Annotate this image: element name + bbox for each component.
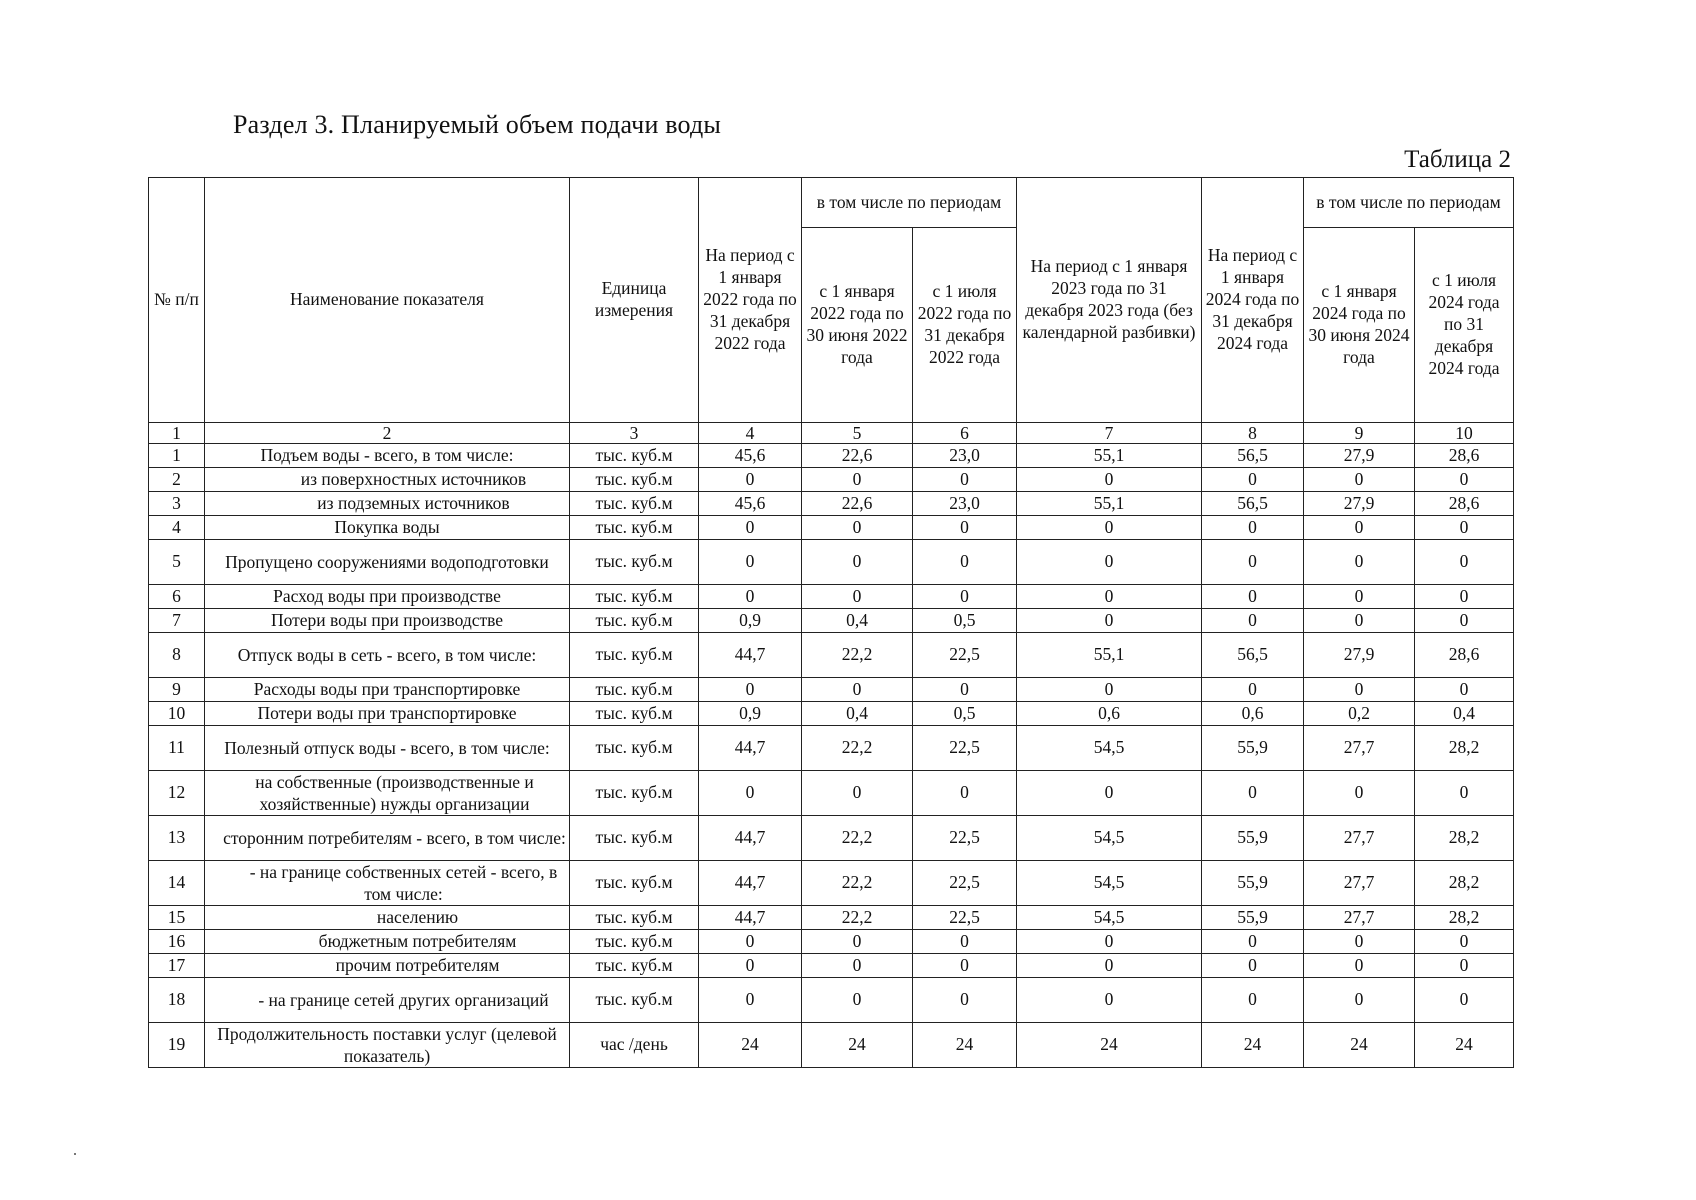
row-number: 5 xyxy=(149,540,205,585)
value-cell: 27,7 xyxy=(1304,861,1415,906)
indicator-name: прочим потребителям xyxy=(205,954,570,978)
value-cell: 0 xyxy=(699,978,802,1023)
value-cell: 22,2 xyxy=(802,861,913,906)
value-cell: 22,5 xyxy=(913,906,1017,930)
unit-cell: тыс. куб.м xyxy=(570,609,699,633)
value-cell: 0 xyxy=(699,585,802,609)
value-cell: 54,5 xyxy=(1017,906,1202,930)
value-cell: 0,4 xyxy=(802,702,913,726)
value-cell: 56,5 xyxy=(1202,444,1304,468)
table-row xyxy=(149,540,1514,585)
row-number: 14 xyxy=(149,861,205,906)
value-cell: 27,9 xyxy=(1304,633,1415,678)
value-cell: 22,6 xyxy=(802,492,913,516)
table-row xyxy=(149,492,1514,516)
value-cell: 0 xyxy=(1304,516,1415,540)
indicator-name: Полезный отпуск воды - всего, в том числе: xyxy=(205,726,570,771)
value-cell: 27,7 xyxy=(1304,816,1415,861)
indicator-name: Потери воды при производстве xyxy=(205,609,570,633)
row-number: 18 xyxy=(149,978,205,1023)
value-cell: 0 xyxy=(1202,585,1304,609)
value-cell: 27,9 xyxy=(1304,492,1415,516)
value-cell: 0 xyxy=(699,930,802,954)
unit-cell: час /день xyxy=(570,1023,699,1068)
indicator-name: Пропущено сооружениями водоподготовки xyxy=(205,540,570,585)
unit-cell: тыс. куб.м xyxy=(570,468,699,492)
value-cell: 22,2 xyxy=(802,726,913,771)
value-cell: 0 xyxy=(802,978,913,1023)
value-cell: 0 xyxy=(699,678,802,702)
column-number: 5 xyxy=(802,423,913,444)
value-cell: 0 xyxy=(1202,978,1304,1023)
value-cell: 28,6 xyxy=(1415,492,1514,516)
row-number: 19 xyxy=(149,1023,205,1068)
unit-cell: тыс. куб.м xyxy=(570,444,699,468)
unit-cell: тыс. куб.м xyxy=(570,540,699,585)
indicator-name: сторонним потребителям - всего, в том числе: xyxy=(205,816,570,861)
value-cell: 22,2 xyxy=(802,816,913,861)
value-cell: 0 xyxy=(802,585,913,609)
value-cell: 28,2 xyxy=(1415,726,1514,771)
water-supply-table xyxy=(148,177,1514,1068)
value-cell: 0 xyxy=(1304,930,1415,954)
value-cell: 22,5 xyxy=(913,816,1017,861)
value-cell: 0 xyxy=(1202,468,1304,492)
value-cell: 0 xyxy=(699,468,802,492)
value-cell: 54,5 xyxy=(1017,861,1202,906)
value-cell: 0 xyxy=(1415,585,1514,609)
value-cell: 22,5 xyxy=(913,861,1017,906)
indicator-name: - на границе сетей других организаций xyxy=(205,978,570,1023)
value-cell: 0 xyxy=(1415,978,1514,1023)
value-cell: 55,9 xyxy=(1202,906,1304,930)
unit-cell: тыс. куб.м xyxy=(570,678,699,702)
value-cell: 0,6 xyxy=(1202,702,1304,726)
header-period-2022: На период с 1 января 2022 года по 31 декабря 2022 года xyxy=(699,178,802,423)
table-row xyxy=(149,444,1514,468)
value-cell: 0,9 xyxy=(699,609,802,633)
value-cell: 0 xyxy=(1304,609,1415,633)
value-cell: 27,9 xyxy=(1304,444,1415,468)
value-cell: 28,6 xyxy=(1415,444,1514,468)
header-h1-2022: с 1 января 2022 года по 30 июня 2022 года xyxy=(802,228,913,423)
value-cell: 0 xyxy=(1017,771,1202,816)
value-cell: 27,7 xyxy=(1304,726,1415,771)
row-number: 17 xyxy=(149,954,205,978)
value-cell: 0 xyxy=(699,516,802,540)
table-row xyxy=(149,678,1514,702)
value-cell: 0 xyxy=(1415,930,1514,954)
value-cell: 28,2 xyxy=(1415,861,1514,906)
unit-cell: тыс. куб.м xyxy=(570,702,699,726)
value-cell: 0 xyxy=(1017,585,1202,609)
value-cell: 0 xyxy=(1415,771,1514,816)
section-title: Раздел 3. Планируемый объем подачи воды xyxy=(233,110,722,139)
value-cell: 0 xyxy=(699,954,802,978)
table-row xyxy=(149,861,1514,906)
header-unit: Единица измерения xyxy=(570,178,699,423)
indicator-name: Потери воды при транспортировке xyxy=(205,702,570,726)
value-cell: 0 xyxy=(1202,771,1304,816)
row-number: 2 xyxy=(149,468,205,492)
value-cell: 0 xyxy=(1017,609,1202,633)
value-cell: 0 xyxy=(913,678,1017,702)
value-cell: 22,2 xyxy=(802,906,913,930)
value-cell: 0 xyxy=(802,771,913,816)
value-cell: 0 xyxy=(1017,516,1202,540)
value-cell: 0 xyxy=(1304,540,1415,585)
row-number: 12 xyxy=(149,771,205,816)
unit-cell: тыс. куб.м xyxy=(570,492,699,516)
indicator-name: Продолжительность поставки услуг (целевой показатель) xyxy=(205,1023,570,1068)
value-cell: 0 xyxy=(1017,954,1202,978)
value-cell: 0 xyxy=(1202,540,1304,585)
value-cell: 0 xyxy=(1017,930,1202,954)
value-cell: 54,5 xyxy=(1017,816,1202,861)
value-cell: 24 xyxy=(913,1023,1017,1068)
column-number: 1 xyxy=(149,423,205,444)
value-cell: 0,4 xyxy=(802,609,913,633)
value-cell: 0 xyxy=(913,585,1017,609)
unit-cell: тыс. куб.м xyxy=(570,954,699,978)
row-number: 9 xyxy=(149,678,205,702)
column-number: 6 xyxy=(913,423,1017,444)
indicator-name: Отпуск воды в сеть - всего, в том числе: xyxy=(205,633,570,678)
value-cell: 44,7 xyxy=(699,861,802,906)
value-cell: 0 xyxy=(1304,771,1415,816)
value-cell: 0 xyxy=(802,468,913,492)
value-cell: 0 xyxy=(1304,468,1415,492)
indicator-name: на собственные (производственные и хозяйственные) нужды организации xyxy=(205,771,570,816)
value-cell: 0 xyxy=(1202,954,1304,978)
value-cell: 28,2 xyxy=(1415,906,1514,930)
unit-cell: тыс. куб.м xyxy=(570,861,699,906)
value-cell: 0 xyxy=(1304,954,1415,978)
value-cell: 23,0 xyxy=(913,492,1017,516)
value-cell: 55,9 xyxy=(1202,861,1304,906)
unit-cell: тыс. куб.м xyxy=(570,816,699,861)
value-cell: 27,7 xyxy=(1304,906,1415,930)
column-number: 10 xyxy=(1415,423,1514,444)
value-cell: 0,4 xyxy=(1415,702,1514,726)
value-cell: 0 xyxy=(802,954,913,978)
value-cell: 0 xyxy=(1202,516,1304,540)
value-cell: 0,9 xyxy=(699,702,802,726)
value-cell: 0 xyxy=(802,678,913,702)
indicator-name: Подъем воды - всего, в том числе: xyxy=(205,444,570,468)
column-number: 4 xyxy=(699,423,802,444)
row-number: 7 xyxy=(149,609,205,633)
row-number: 16 xyxy=(149,930,205,954)
value-cell: 0 xyxy=(1304,978,1415,1023)
column-number: 2 xyxy=(205,423,570,444)
value-cell: 0 xyxy=(802,516,913,540)
value-cell: 0 xyxy=(913,468,1017,492)
table-row xyxy=(149,954,1514,978)
value-cell: 55,1 xyxy=(1017,444,1202,468)
value-cell: 0 xyxy=(1202,678,1304,702)
value-cell: 0 xyxy=(1415,468,1514,492)
header-including-2024: в том числе по периодам xyxy=(1304,178,1514,228)
value-cell: 45,6 xyxy=(699,492,802,516)
unit-cell: тыс. куб.м xyxy=(570,633,699,678)
column-number: 9 xyxy=(1304,423,1415,444)
value-cell: 55,1 xyxy=(1017,492,1202,516)
row-number: 13 xyxy=(149,816,205,861)
table-body xyxy=(149,444,1514,1068)
indicator-name: населению xyxy=(205,906,570,930)
value-cell: 0 xyxy=(699,771,802,816)
row-number: 10 xyxy=(149,702,205,726)
value-cell: 24 xyxy=(1415,1023,1514,1068)
header-num: № п/п xyxy=(149,178,205,423)
value-cell: 28,2 xyxy=(1415,816,1514,861)
value-cell: 22,2 xyxy=(802,633,913,678)
table-row xyxy=(149,633,1514,678)
value-cell: 0 xyxy=(1017,978,1202,1023)
unit-cell: тыс. куб.м xyxy=(570,585,699,609)
value-cell: 55,9 xyxy=(1202,816,1304,861)
row-number: 8 xyxy=(149,633,205,678)
column-number-row xyxy=(149,423,1514,444)
value-cell: 0 xyxy=(1415,954,1514,978)
value-cell: 55,9 xyxy=(1202,726,1304,771)
row-number: 11 xyxy=(149,726,205,771)
table-row xyxy=(149,930,1514,954)
value-cell: 56,5 xyxy=(1202,492,1304,516)
header-period-2023: На период с 1 января 2023 года по 31 декабря 2023 года (без календарной разбивки) xyxy=(1017,178,1202,423)
value-cell: 0,5 xyxy=(913,702,1017,726)
table-header xyxy=(149,178,1514,444)
value-cell: 0,2 xyxy=(1304,702,1415,726)
indicator-name: - на границе собственных сетей - всего, в том числе: xyxy=(205,861,570,906)
table-row xyxy=(149,906,1514,930)
value-cell: 24 xyxy=(1017,1023,1202,1068)
value-cell: 55,1 xyxy=(1017,633,1202,678)
table-label: Таблица 2 xyxy=(1404,146,1511,173)
unit-cell: тыс. куб.м xyxy=(570,978,699,1023)
row-number: 4 xyxy=(149,516,205,540)
value-cell: 0 xyxy=(913,930,1017,954)
table-row xyxy=(149,702,1514,726)
value-cell: 22,6 xyxy=(802,444,913,468)
value-cell: 0 xyxy=(913,516,1017,540)
value-cell: 23,0 xyxy=(913,444,1017,468)
indicator-name: бюджетным потребителям xyxy=(205,930,570,954)
value-cell: 0 xyxy=(802,540,913,585)
value-cell: 0 xyxy=(1415,516,1514,540)
table-row xyxy=(149,516,1514,540)
table-row xyxy=(149,726,1514,771)
scan-speck xyxy=(74,1153,76,1155)
value-cell: 24 xyxy=(1202,1023,1304,1068)
table-row xyxy=(149,978,1514,1023)
value-cell: 0 xyxy=(1415,540,1514,585)
value-cell: 54,5 xyxy=(1017,726,1202,771)
header-name: Наименование показателя xyxy=(205,178,570,423)
row-number: 1 xyxy=(149,444,205,468)
value-cell: 0 xyxy=(699,540,802,585)
column-number: 8 xyxy=(1202,423,1304,444)
header-h2-2024: с 1 июля 2024 года по 31 декабря 2024 года xyxy=(1415,228,1514,423)
value-cell: 45,6 xyxy=(699,444,802,468)
row-number: 3 xyxy=(149,492,205,516)
value-cell: 0,5 xyxy=(913,609,1017,633)
value-cell: 0 xyxy=(913,771,1017,816)
value-cell: 0 xyxy=(1202,609,1304,633)
value-cell: 0 xyxy=(802,930,913,954)
column-number: 3 xyxy=(570,423,699,444)
unit-cell: тыс. куб.м xyxy=(570,516,699,540)
indicator-name: из подземных источников xyxy=(205,492,570,516)
header-period-2024: На период с 1 января 2024 года по 31 декабря 2024 года xyxy=(1202,178,1304,423)
value-cell: 44,7 xyxy=(699,726,802,771)
unit-cell: тыс. куб.м xyxy=(570,771,699,816)
unit-cell: тыс. куб.м xyxy=(570,726,699,771)
value-cell: 0 xyxy=(913,540,1017,585)
value-cell: 44,7 xyxy=(699,633,802,678)
header-h2-2022: с 1 июля 2022 года по 31 декабря 2022 года xyxy=(913,228,1017,423)
value-cell: 0 xyxy=(1304,678,1415,702)
value-cell: 0 xyxy=(1304,585,1415,609)
value-cell: 56,5 xyxy=(1202,633,1304,678)
indicator-name: Расход воды при производстве xyxy=(205,585,570,609)
unit-cell: тыс. куб.м xyxy=(570,930,699,954)
unit-cell: тыс. куб.м xyxy=(570,906,699,930)
value-cell: 24 xyxy=(802,1023,913,1068)
table-row xyxy=(149,816,1514,861)
header-h1-2024: с 1 января 2024 года по 30 июня 2024 года xyxy=(1304,228,1415,423)
row-number: 6 xyxy=(149,585,205,609)
value-cell: 24 xyxy=(699,1023,802,1068)
value-cell: 0 xyxy=(913,978,1017,1023)
header-including-2022: в том числе по периодам xyxy=(802,178,1017,228)
table-row xyxy=(149,468,1514,492)
value-cell: 0 xyxy=(1017,678,1202,702)
indicator-name: Расходы воды при транспортировке xyxy=(205,678,570,702)
column-number: 7 xyxy=(1017,423,1202,444)
value-cell: 24 xyxy=(1304,1023,1415,1068)
table-row xyxy=(149,771,1514,816)
table-row xyxy=(149,585,1514,609)
value-cell: 0 xyxy=(1017,468,1202,492)
value-cell: 0 xyxy=(1017,540,1202,585)
value-cell: 0 xyxy=(1202,930,1304,954)
indicator-name: Покупка воды xyxy=(205,516,570,540)
value-cell: 28,6 xyxy=(1415,633,1514,678)
value-cell: 44,7 xyxy=(699,816,802,861)
value-cell: 0 xyxy=(913,954,1017,978)
value-cell: 0 xyxy=(1415,678,1514,702)
value-cell: 0 xyxy=(1415,609,1514,633)
row-number: 15 xyxy=(149,906,205,930)
value-cell: 0,6 xyxy=(1017,702,1202,726)
value-cell: 22,5 xyxy=(913,633,1017,678)
table-row xyxy=(149,1023,1514,1068)
indicator-name: из поверхностных источников xyxy=(205,468,570,492)
value-cell: 44,7 xyxy=(699,906,802,930)
table-row xyxy=(149,609,1514,633)
value-cell: 22,5 xyxy=(913,726,1017,771)
